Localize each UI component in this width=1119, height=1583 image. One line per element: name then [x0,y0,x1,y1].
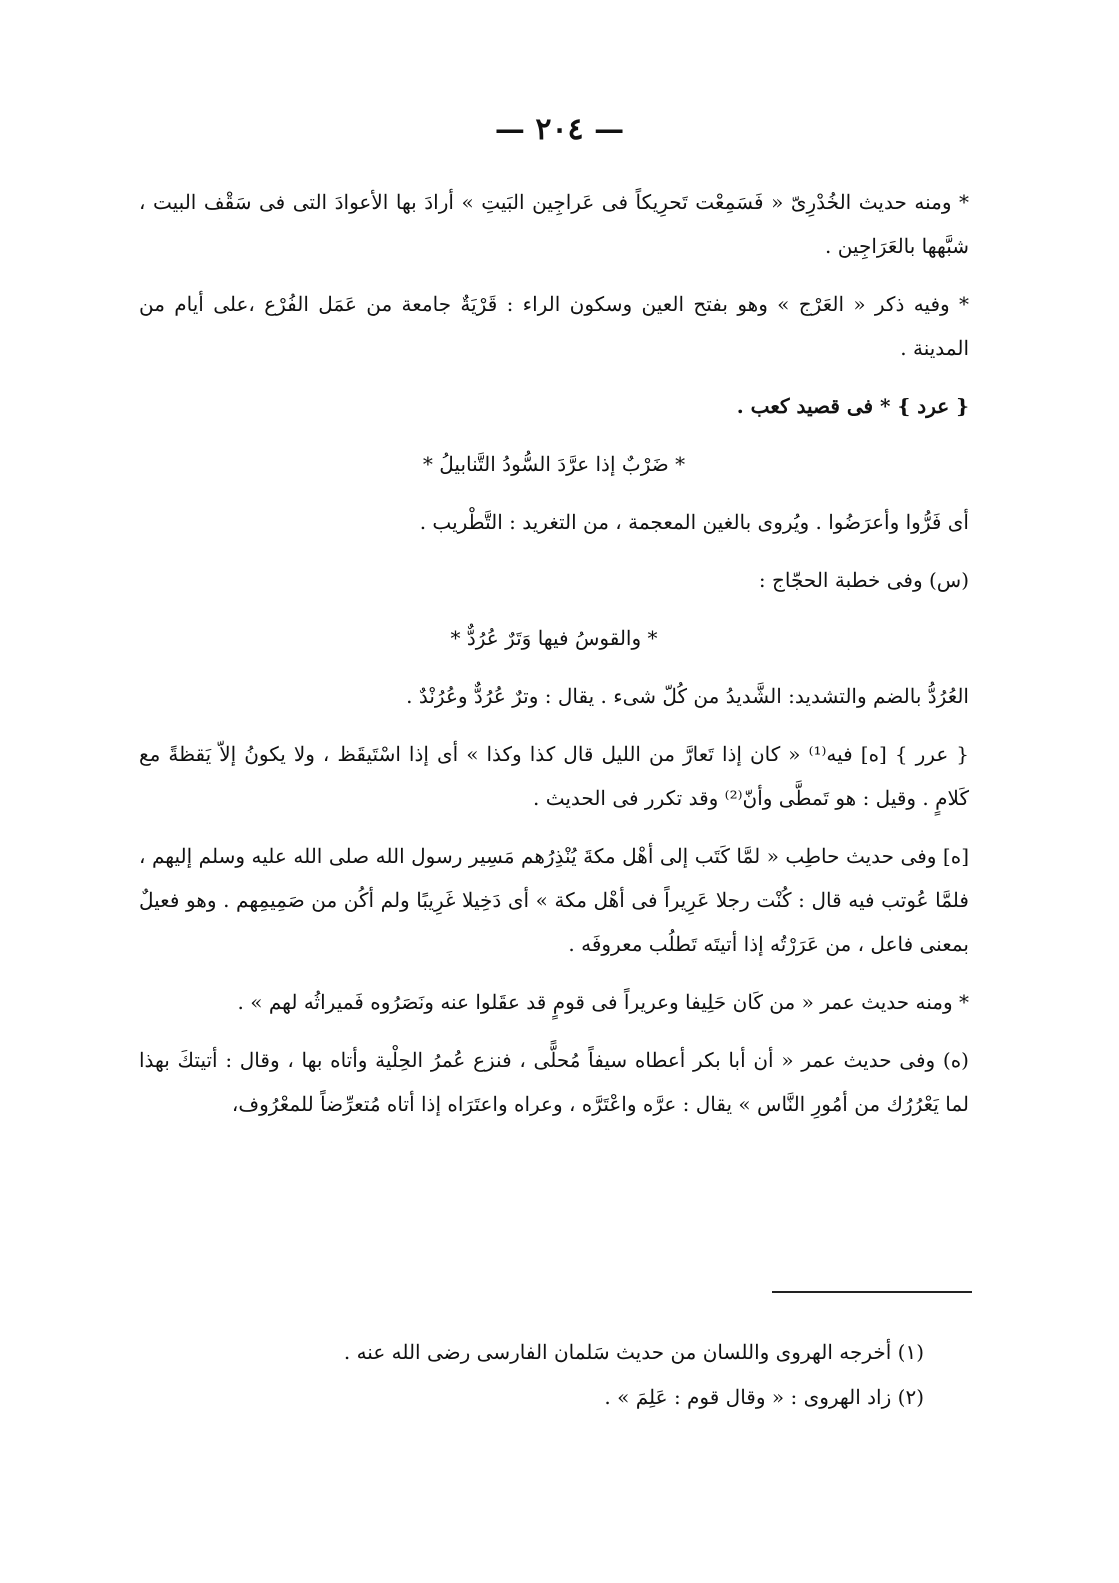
footnote-divider [772,1291,972,1293]
footnote-2: (٢) زاد الهروى : « وقال قوم : عَلِمَ » . [604,1385,924,1409]
paragraph-4: (س) وفى خطبة الحجّاج : [758,568,969,592]
paragraph-8: (ه) وفى حديث عمر « أن أبا بكر أعطاه سيفاً مُحلًّى ، فنزع عُمرُ الحِلْية وأتاه بها ، وقال : أتيتكَ بهذا لما يَعْرُرُك من أمُورِ النَّاس » يقال : عرَّه واعْتَرَّه ، وعراه واعتَرَاه إذا أتاه مُتعرِّضاً للمعْرُوف، [139,1048,969,1116]
main-text [139,180,969,1140]
paragraph-7: * ومنه حديث عمر « من كَان حَلِيفا وعريراً فى قومٍ قد عقَلوا عنه ونَصَرُوه فَميراثُه لهم » . [237,990,969,1014]
entry-heading-ard: { عرد } * فى قصيد كعب . [736,394,969,418]
page-number: — ٢٠٤ — [494,112,625,147]
verse-2: * والقوسُ فيها وَتَرٌ عُرُدٌّ * [450,626,658,650]
paragraph-3: أى فَرُّوا وأعرَضُوا . ويُروى بالغين المعجمة ، من التغريد : التَّطْريب . [419,510,969,534]
entry-arar: { عرر } [ه] فيه⁽¹⁾ « كان إذا تَعارَّ من الليل قال كذا وكذا » أى إذا اسْتَيقَظ ، ولا يكونُ إلاّ يَقظةً مع كَلامٍ . وقيل : هو تَمطَّى وأنّ⁽²⁾ وقد تكرر فى الحديث . [139,742,969,810]
footnote-1: (١) أخرجه الهروى واللسان من حديث سَلمان الفارسى رضى الله عنه . [343,1340,924,1364]
footnotes [224,1330,924,1420]
verse-1: * ضَرْبٌ إذا عرَّدَ السُّودُ التَّنابيلُ * [422,452,686,476]
paragraph-2: * وفيه ذكر « العَرْج » وهو بفتح العين وسكون الراء : قَرْيَةٌ جامعة من عَمَل الفُرْع ،على أيام من المدينة . [139,292,969,360]
paragraph-6: [ه] وفى حديث حاطِب « لمَّا كَتَب إلى أهْل مكةَ يُنْذِرُهم مَسِير رسول الله صلى الله عليه وسلم إليهم ، فلمَّا عُوتب فيه قال : كُنْت رجلا عَرِيراً فى أهْل مكة » أى دَخِيلا غَرِيبًا ولم أكُن من صَمِيمِهم . وهو فعيلٌ بمعنى فاعل ، من عَرَرْتُه إذا أتيتَه تَطلُب معروفَه . [139,844,969,956]
paragraph-5: العُرُدُّ بالضم والتشديد: الشَّديدُ من كُلّ شىء . يقال : وترٌ عُرُدٌّ وعُرُنْدٌ . [406,684,969,708]
paragraph-1: * ومنه حديث الخُدْرِىّ « فَسَمِعْت تَحرِيكاً فى عَراجِين البَيتِ » أرادَ بها الأعوادَ التى فى سَقْف البيت ، شبَّهها بالعَرَاجِين . [139,190,969,258]
